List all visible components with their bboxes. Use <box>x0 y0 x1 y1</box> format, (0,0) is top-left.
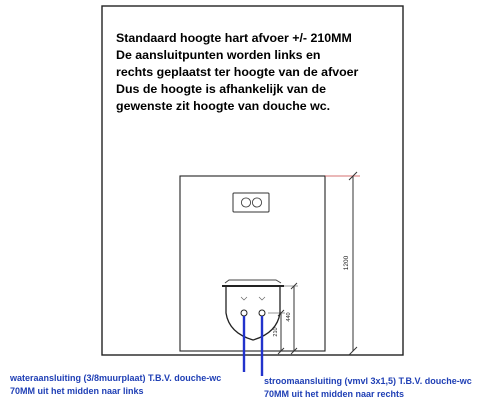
flush-button-right <box>252 198 261 207</box>
note-line-5: gewenste zit hoogte van douche wc. <box>116 99 331 113</box>
power-connection-point <box>259 310 265 316</box>
dimension-total-label: 1200 <box>343 255 350 271</box>
height-note <box>116 30 416 115</box>
water-connection-callout <box>10 372 221 398</box>
note-line-3: rechts geplaatst ter hoogte van de afvoer <box>116 65 359 79</box>
note-line-4: Dus de hoogte is afhankelijk van de <box>116 82 327 96</box>
water-connection-point <box>241 310 247 316</box>
note-line-1: Standaard hoogte hart afvoer +/- 210MM <box>116 31 352 45</box>
water-callout-line-2: 70MM uit het midden naar links <box>10 386 144 396</box>
power-connection-callout <box>264 375 472 401</box>
flush-plate <box>233 193 269 212</box>
water-callout-line-1: wateraansluiting (3/8muurplaat) T.B.V. douche-wc <box>10 373 222 383</box>
note-line-2: De aansluitpunten worden links en <box>116 48 321 62</box>
power-callout-line-1: stroomaansluiting (vmvl 3x1,5) T.B.V. douche-wc <box>264 376 472 386</box>
flush-button-left <box>241 198 250 207</box>
power-callout-line-2: 70MM uit het midden naar rechts <box>264 389 405 399</box>
dimension-mid-label: 440 <box>286 312 292 322</box>
dimension-drain-label: 210 <box>273 327 279 337</box>
